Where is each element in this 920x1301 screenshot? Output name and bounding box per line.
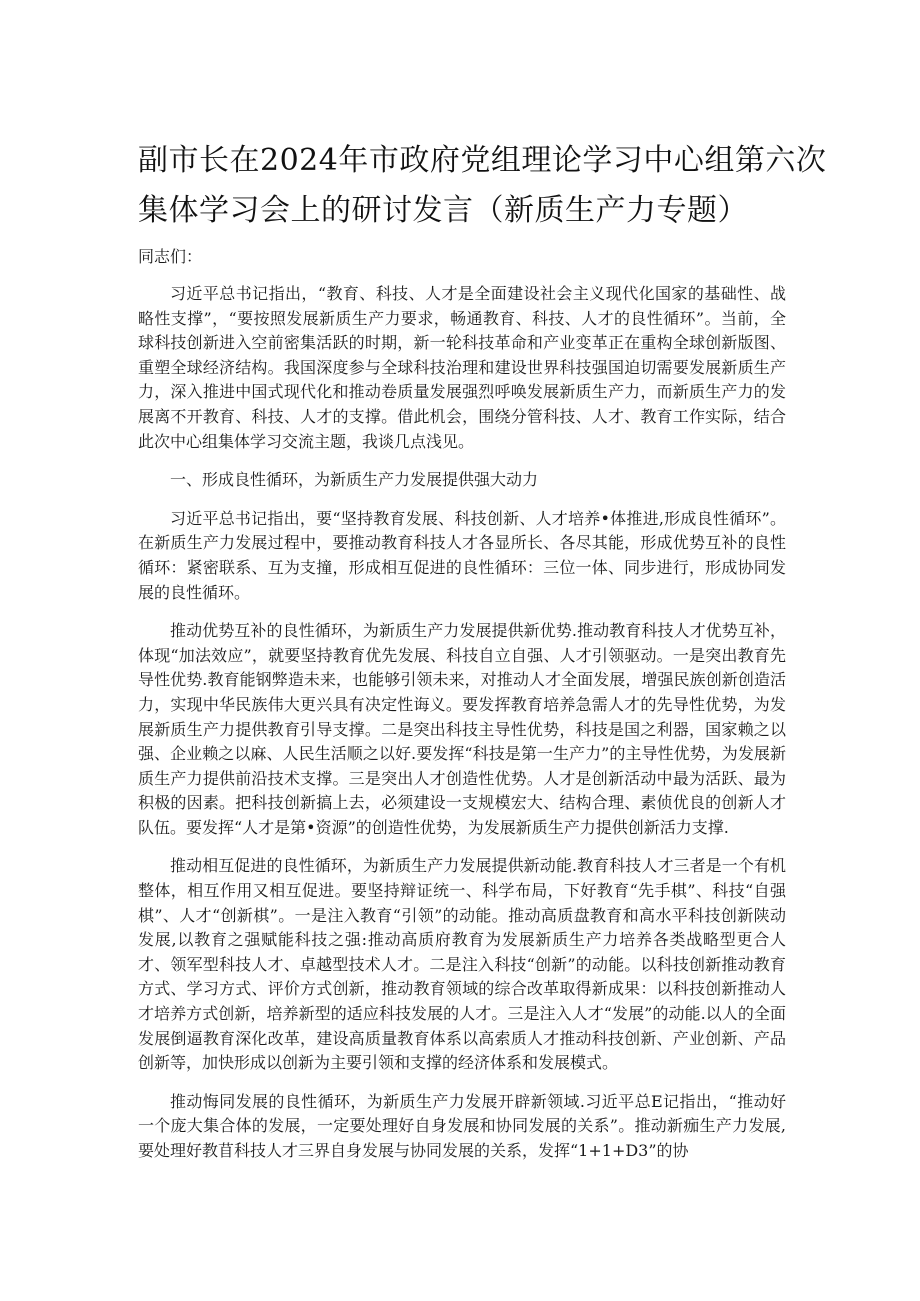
document-body: [138, 282, 786, 1178]
title-line-1: 副市长在2024年市政府党组理论学习中心组第六次: [138, 143, 827, 178]
title-line-2: 集体学习会上的研讨发言（新质生产力专题）: [138, 193, 748, 228]
paragraph-section-1-intro: 习近平总书记指出，要“坚持教育发展、科技创新、人才培养•体推进,形成良性循环”。在新质生产力发展过程中，要推动教育科技人才各显所长、各尽其能，形成优势互补的良性循环：紧密联系、互为支撞，形成相互促进的良性循环：三位一体、同步进行，形成协同发展的良性循环。: [138, 508, 786, 602]
paragraph-intro: 习近平总书记指出，“教育、科技、人才是全面建设社会主义现代化国家的基础性、战略性支撑”，“要按照发展新质生产力要求，畅通教育、科技、人才的良性循环”。当前，全球科技创新进入空前密集活跃的时期，新一轮科技革命和产业变革正在重构全球创新版图、重塑全球经济结构。我国深度参与全球科技治理和建设世界科技强国迫切需要发展新质生产力，深入推进中国式现代化和推动卷质量发展强烈呼唤发展新质生产力，而新质生产力的发展离不开教育、科技、人才的支撑。借此机会，围绕分管科技、人才、教育工作实际，结合此次中心组集体学习交流主题，我谈几点浅见。: [138, 284, 786, 451]
salutation: 同志们：: [138, 247, 203, 266]
paragraph-coordinated-development: 推动悔同发展的良性循环，为新质生产力发展开辟新领域.习近平总E记指出，“推动好一个庞大集合体的发展，一定要处理好自身发展和协同发展的关系”。推动新痂生产力发展,要处理好教苜科技人才三界自身发展与协同发展的关系，发挥“1+1+D3”的协: [138, 1091, 786, 1160]
paragraph-complementary-advantages: 推动优势互补的良性循环，为新质生产力发展提供新优势.推动教育科技人才优势互补，体现“加法效应”，就要坚持教育优先发展、科技自立自强、人才引领驱动。一是突出教育先导性优势.教育能钢弊造未来，也能够引领未来，对推动人才全面发展，增强民族创新创造活力，实现中华民族伟大更兴具有决定性诲义。要发挥教育培养急需人才的先导性优势，为发展新质生产力提供教育引导支撑。二是突出科技主导性优势，科技是国之利器，国家赖之以强、企业赖之以麻、人民生活顺之以好.要发挥“科技是第一生产力”的主导性优势，为发展新质生产力提供前沿技术支撑。三是突出人才创造性优势。人才是创新活动中最为活跃、最为积极的因素。把科技创新搞上去，必须建设一支规模宏大、结构合理、素侦优良的创新人才队伍。要发挥“人才是第•资源”的创造性优势，为发展新质生产力提供创新活力支撑.: [138, 621, 786, 837]
section-heading-1: 一、形成良性循环，为新质生产力发展提供强大动力: [170, 470, 539, 490]
paragraph-mutual-promotion: 推动相互促进的良性循环，为新质生产力发展提供新动能.教育科技人才三者是一个有机整体，相互作用又相互促进。要坚持辩证统一、科学布局，下好教育“先手棋”、科技“自强棋”、人才“创新棋”。一是注入教育“引领”的动能。推动高质盘教育和高水平科技创新陕动发展,以教育之强赋能科技之强:推动高质府教育为发展新质生产力培养各类战略型更合人才、领军型科技人才、卓越型技术人才。二是注入科技“创新”的动能。以科技创新推动教育方式、学习方式、评价方式创新，推动教育领域的综合改革取得新成果：以科技创新推动人才培养方式创新，培养新型的适应科技发展的人才。三是注入人才“发展”的动能.以人的全面发展倒逼教育深化改革，建设高质量教育体系以高索质人才推动科技创新、产业创新、产品创新等，加快形成以创新为主要引领和支撑的经济体系和发展模式。: [138, 856, 786, 1073]
document-title: [138, 136, 827, 236]
